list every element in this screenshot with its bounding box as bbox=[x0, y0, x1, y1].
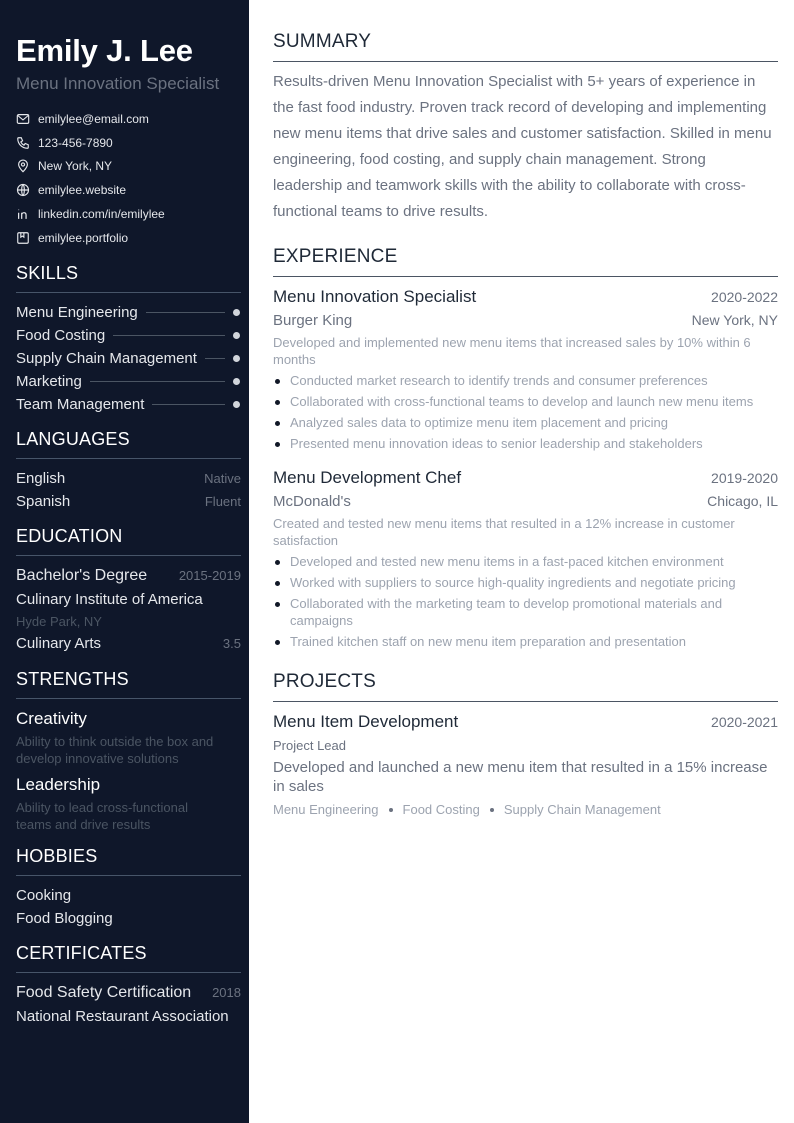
contact-linkedin-text: linkedin.com/in/emilylee bbox=[38, 207, 165, 222]
phone-icon bbox=[16, 136, 30, 150]
education-gpa: 3.5 bbox=[222, 635, 241, 651]
contact-portfolio[interactable] bbox=[16, 226, 241, 250]
certificate-name: Food Safety Certification bbox=[16, 983, 192, 1001]
tag-separator bbox=[490, 808, 494, 812]
hobby-item: Food Blogging bbox=[16, 909, 113, 927]
job-entry bbox=[273, 466, 778, 650]
certificate-row bbox=[16, 981, 241, 1005]
project-tag: Supply Chain Management bbox=[503, 802, 661, 817]
projects-heading: PROJECTS bbox=[273, 670, 778, 702]
job-subheader bbox=[273, 310, 778, 332]
job-bullet: Conducted market research to identify trends and consumer preferences bbox=[273, 372, 778, 389]
skill-dot bbox=[233, 309, 240, 316]
contact-list bbox=[16, 107, 241, 250]
project-tag: Menu Engineering bbox=[273, 802, 379, 817]
language-level: Native bbox=[204, 470, 241, 486]
project-tags bbox=[273, 800, 778, 820]
job-bullet: Developed and tested new menu items in a fast-paced kitchen environment bbox=[273, 553, 778, 570]
education-school: Culinary Institute of America bbox=[16, 590, 203, 608]
skill-dot bbox=[233, 401, 240, 408]
project-tag: Food Costing bbox=[402, 802, 480, 817]
skills-section bbox=[16, 262, 241, 416]
skill-line bbox=[205, 358, 225, 359]
job-location: New York, NY bbox=[691, 312, 778, 328]
skill-item bbox=[16, 393, 241, 416]
languages-section bbox=[16, 428, 241, 513]
skill-line bbox=[90, 381, 225, 382]
hobbies-section bbox=[16, 845, 241, 930]
job-title: Menu Development Chef bbox=[273, 468, 462, 487]
skills-heading: SKILLS bbox=[16, 262, 241, 293]
linkedin-icon bbox=[16, 207, 30, 221]
candidate-title: Menu Innovation Specialist bbox=[16, 74, 220, 93]
summary-heading: SUMMARY bbox=[273, 30, 778, 62]
project-entry bbox=[273, 710, 778, 820]
contact-linkedin[interactable] bbox=[16, 202, 241, 226]
job-bullets bbox=[273, 553, 778, 650]
language-item bbox=[16, 467, 241, 490]
job-description: Developed and implemented new menu items that increased sales by 10% within 6 months bbox=[273, 335, 751, 367]
education-degree-row bbox=[16, 564, 241, 588]
contact-email[interactable] bbox=[16, 107, 241, 131]
portfolio-icon bbox=[16, 231, 30, 245]
education-location: Hyde Park, NY bbox=[16, 613, 102, 629]
job-company: Burger King bbox=[273, 312, 353, 329]
strength-desc: Ability to lead cross-functional teams and drive results bbox=[16, 799, 188, 832]
projects-section bbox=[273, 670, 778, 820]
skill-item bbox=[16, 301, 241, 324]
skill-label: Supply Chain Management bbox=[16, 349, 197, 367]
job-dates: 2019-2020 bbox=[711, 470, 778, 486]
contact-website-text: emilylee.website bbox=[38, 183, 127, 198]
skill-label: Team Management bbox=[16, 395, 145, 413]
sidebar bbox=[0, 0, 249, 1123]
education-degree: Bachelor's Degree bbox=[16, 566, 148, 584]
languages-heading: LANGUAGES bbox=[16, 428, 241, 459]
contact-location bbox=[16, 155, 241, 179]
education-heading: EDUCATION bbox=[16, 525, 241, 556]
job-location: Chicago, IL bbox=[707, 493, 778, 509]
strength-item bbox=[16, 707, 241, 767]
job-description: Created and tested new menu items that resulted in a 12% increase in customer satisfaction bbox=[273, 516, 735, 548]
summary-text: Results-driven Menu Innovation Specialist with 5+ years of experience in the fast food industry. Proven track record of developing and implementing new menu items that drive sales and customer satisfaction. Skilled in menu engineering, food costing, and supply chain management. Strong leadership and teamwork skills with the ability to collaborate with cross-functional teams to drive results. bbox=[273, 73, 772, 220]
certificate-year: 2018 bbox=[212, 984, 241, 1000]
experience-section bbox=[273, 245, 778, 650]
globe-icon bbox=[16, 183, 30, 197]
job-entry bbox=[273, 285, 778, 452]
job-bullet: Presented menu innovation ideas to senior leadership and stakeholders bbox=[273, 435, 778, 452]
skill-label: Menu Engineering bbox=[16, 303, 138, 321]
job-bullet: Worked with suppliers to source high-quality ingredients and negotiate pricing bbox=[273, 574, 778, 591]
location-pin-icon bbox=[16, 159, 30, 173]
strength-title: Leadership bbox=[16, 774, 101, 794]
contact-location-text: New York, NY bbox=[38, 159, 113, 174]
job-company: McDonald's bbox=[273, 493, 351, 510]
job-header bbox=[273, 466, 778, 490]
skill-line bbox=[152, 404, 225, 405]
job-bullet: Collaborated with cross-functional teams to develop and launch new menu items bbox=[273, 393, 778, 410]
project-title: Menu Item Development bbox=[273, 712, 459, 731]
strengths-section bbox=[16, 668, 241, 833]
education-field: Culinary Arts bbox=[16, 634, 102, 652]
strength-title: Creativity bbox=[16, 708, 87, 728]
skill-line bbox=[146, 312, 225, 313]
contact-phone-text: 123-456-7890 bbox=[38, 135, 113, 150]
project-header bbox=[273, 710, 778, 734]
job-bullet: Trained kitchen staff on new menu item preparation and presentation bbox=[273, 633, 778, 650]
language-name: Spanish bbox=[16, 492, 71, 510]
skill-line bbox=[113, 335, 225, 336]
tag-separator bbox=[389, 808, 393, 812]
experience-heading: EXPERIENCE bbox=[273, 245, 778, 277]
language-item bbox=[16, 490, 241, 513]
skill-label: Food Costing bbox=[16, 326, 106, 344]
skill-item bbox=[16, 370, 241, 393]
project-description: Developed and launched a new menu item that resulted in a 15% increase in sales bbox=[273, 759, 768, 795]
skill-item bbox=[16, 324, 241, 347]
strength-item bbox=[16, 773, 241, 833]
job-dates: 2020-2022 bbox=[711, 289, 778, 305]
hobbies-heading: HOBBIES bbox=[16, 845, 241, 876]
project-dates: 2020-2021 bbox=[711, 714, 778, 730]
certificates-section bbox=[16, 942, 241, 1029]
skill-dot bbox=[233, 378, 240, 385]
education-section bbox=[16, 525, 241, 656]
contact-website[interactable] bbox=[16, 178, 241, 202]
language-level: Fluent bbox=[204, 493, 241, 509]
education-years: 2015-2019 bbox=[178, 567, 241, 583]
candidate-name: Emily J. Lee bbox=[16, 33, 193, 68]
contact-portfolio-text: emilylee.portfolio bbox=[38, 230, 129, 245]
job-bullet: Analyzed sales data to optimize menu item placement and pricing bbox=[273, 414, 778, 431]
skill-label: Marketing bbox=[16, 372, 82, 390]
skill-dot bbox=[233, 355, 240, 362]
hobby-item: Cooking bbox=[16, 886, 72, 904]
strengths-heading: STRENGTHS bbox=[16, 668, 241, 699]
certificate-org: National Restaurant Association bbox=[16, 1007, 229, 1025]
project-role: Project Lead bbox=[273, 738, 346, 753]
job-title: Menu Innovation Specialist bbox=[273, 287, 477, 306]
job-bullet: Collaborated with the marketing team to develop promotional materials and campaigns bbox=[273, 595, 778, 629]
skill-item bbox=[16, 347, 241, 370]
language-name: English bbox=[16, 469, 66, 487]
skill-dot bbox=[233, 332, 240, 339]
summary-section bbox=[273, 30, 778, 225]
contact-email-text: emilylee@email.com bbox=[38, 111, 149, 126]
mail-icon bbox=[16, 112, 30, 126]
contact-phone[interactable] bbox=[16, 131, 241, 155]
job-bullets bbox=[273, 372, 778, 452]
strength-desc: Ability to think outside the box and develop innovative solutions bbox=[16, 733, 214, 766]
certificates-heading: CERTIFICATES bbox=[16, 942, 241, 973]
education-field-row bbox=[16, 632, 241, 656]
job-subheader bbox=[273, 491, 778, 513]
main-content bbox=[249, 0, 794, 1123]
job-header bbox=[273, 285, 778, 309]
